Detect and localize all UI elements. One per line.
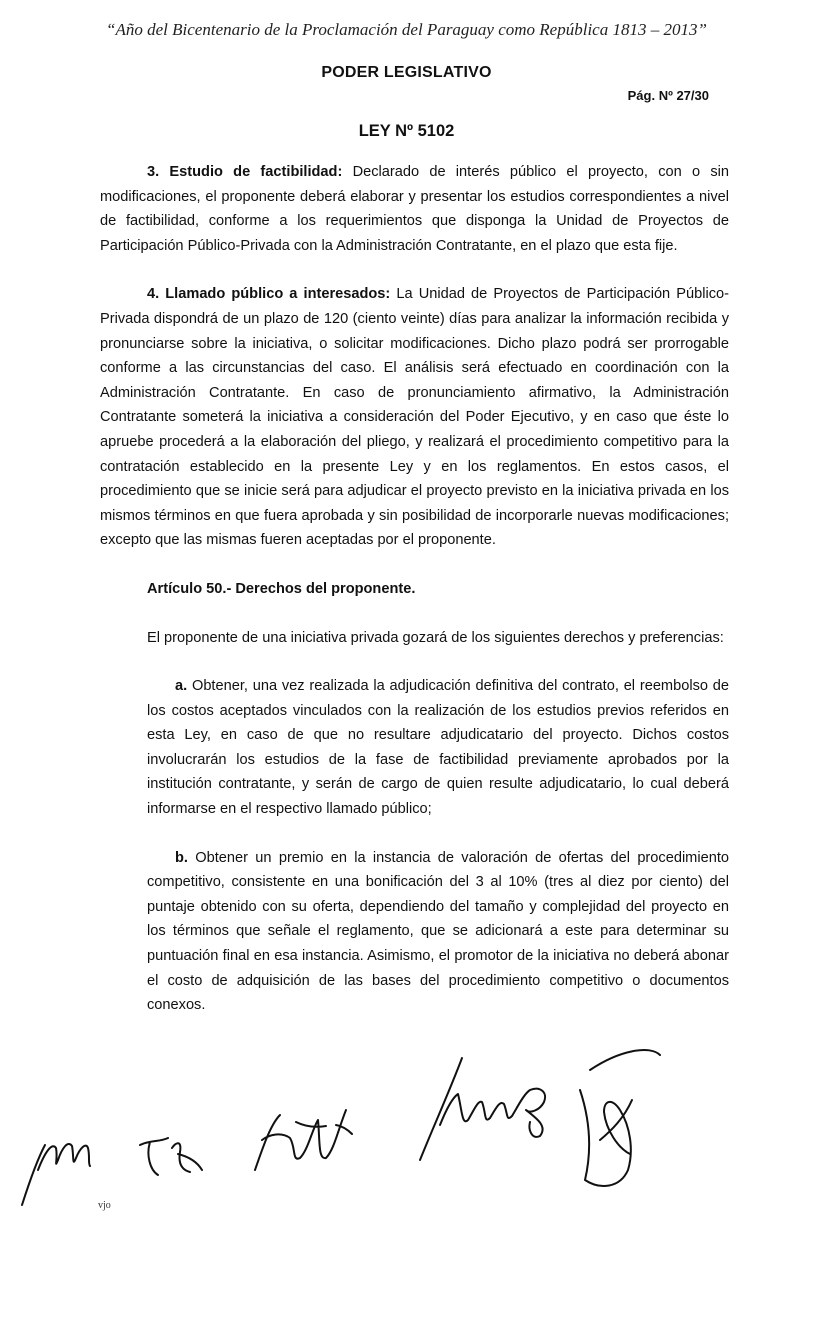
- signature-2: [140, 1138, 202, 1175]
- item-b-label: b.: [175, 849, 188, 866]
- paragraph-3-text: Declarado de interés público el proyecto, con o sin modificaciones, el proponente deberá elaborar y presentar los estudios correspondientes a nivel de factibilidad, conforme a los requerimientos que disponga la Unidad de Proyectos de Participación Público-Privada con la Administración Contratante, en el plazo que esta fije.: [100, 164, 729, 254]
- signature-1: [22, 1144, 90, 1205]
- paragraph-4: [100, 282, 729, 553]
- paragraph-3-label: 3. Estudio de factibilidad:: [147, 164, 343, 180]
- item-b-text: Obtener un premio en la instancia de valoración de ofertas del procedimiento competitivo, consistente en una bonificación del 3 al 10% (tres al diez por ciento) del puntaje obtenido con su oferta, dependiendo del tamaño y complejidad del proyecto en los términos que señale el reglamento, que se adicionará a este para determinar su puntuación final en esa instancia. Asimismo, el promotor de la iniciativa no deberá abonar el costo de adquisición de las bases del procedimiento competitivo o documentos conexos.: [147, 849, 729, 1014]
- paragraph-4-text: La Unidad de Proyectos de Participación Público-Privada dispondrá de un plazo de 120 (ciento veinte) días para analizar la información recibida y pronunciarse sobre la iniciativa, o solicitar modificaciones. Dicho plazo podrá ser prorrogable conforme a las circunstancias del caso. El análisis será efectuado en coordinación con la Administración Contratante. En caso de pronunciamiento afirmativo, la Administración Contratante someterá la iniciativa a consideración del Poder Ejecutivo, y en caso que éste lo apruebe procederá a la elaboración del pliego, y realizará el procedimiento competitivo para la contratación establecido en la presente Ley y en los reglamentos. En estos casos, el procedimiento que se inicie será para adjudicar el proyecto previsto en la iniciativa privada en los mismos términos en que fuera aprobada y sin posibilidad de incorporarle nuevas modificaciones; excepto que las mismas fueren aceptadas por el proponente.: [100, 286, 729, 549]
- document-body: [100, 160, 729, 1018]
- item-a-text: Obtener, una vez realizada la adjudicación definitiva del contrato, el reembolso de los costos aceptados vinculados con la realización de los estudios previos referidos en esta Ley, en caso de que no resultare adjudicatario del proyecto. Dichos costos involucrarán los estudios de la fase de factibilidad previamente aprobados por la institución contratante, y serán de cargo de quien resulte adjudicatario, lo cual deberá informarse en el respectivo llamado público;: [147, 678, 729, 818]
- item-a: [147, 674, 729, 822]
- motto: “Año del Bicentenario de la Proclamación del Paraguay como República 1813 – 2013”: [106, 20, 707, 39]
- organization-title: PODER LEGISLATIVO: [321, 64, 492, 81]
- paragraph-3: [100, 160, 729, 258]
- typist-initials: vjo: [98, 1200, 111, 1211]
- article-intro: El proponente de una iniciativa privada gozará de los siguientes derechos y preferencias:: [147, 629, 724, 646]
- item-b: [147, 846, 729, 1018]
- article-heading: Artículo 50.- Derechos del proponente.: [147, 580, 416, 597]
- law-title: LEY Nº 5102: [358, 122, 455, 140]
- paragraph-4-label: 4. Llamado público a interesados:: [147, 286, 391, 303]
- signature-4: [420, 1058, 545, 1160]
- item-a-label: a.: [175, 678, 188, 695]
- signature-5: [580, 1050, 660, 1186]
- page-number: Pág. Nº 27/30: [627, 88, 709, 103]
- handwritten-signatures: [0, 1030, 813, 1220]
- signature-3: [255, 1110, 352, 1170]
